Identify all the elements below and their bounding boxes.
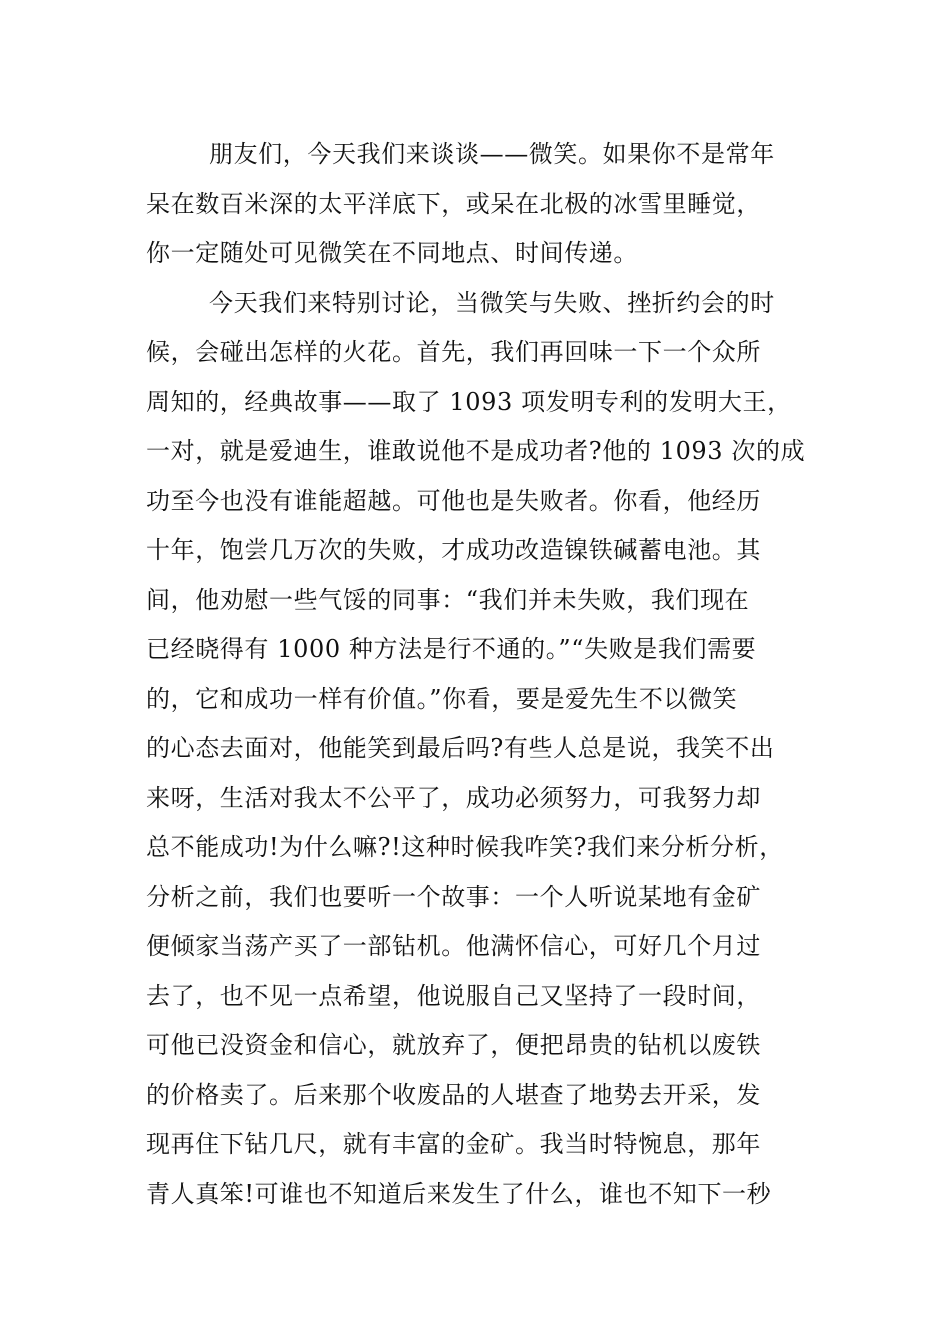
paragraph-1 [146,130,816,279]
paragraph-2 [146,279,816,1220]
text-line: 候，会碰出怎样的火花。首先，我们再回味一下一个众所 [146,338,761,366]
text-line: 今天我们来特别讨论，当微笑与失败、挫折约会的时 [209,288,775,317]
text-line: 来呀，生活对我太不公平了，成功必须努力，可我努力却 [146,783,761,812]
text-line: 一对，就是爱迪生，谁敢说他不是成功者?他的 1093 次的成 [146,437,806,465]
text-line: 青人真笨!可谁也不知道后来发生了什么，谁也不知下一秒 [146,1179,772,1208]
text-line: 你一定随处可见微笑在不同地点、时间传递。 [146,239,638,267]
text-line: 周知的，经典故事——取了 1093 项发明专利的发明大王， [146,387,792,416]
text-line: 可他已没资金和信心，就放弃了，便把昂贵的钻机以废铁 [146,1031,761,1059]
text-line: 朋友们，今天我们来谈谈——微笑。如果你不是常年 [209,140,775,168]
text-line: 的价格卖了。后来那个收废品的人堪查了地势去开采，发 [146,1080,761,1109]
text-line: 便倾家当荡产买了一部钻机。他满怀信心，可好几个月过 [146,932,761,960]
text-line: 总不能成功!为什么嘛?!这种时候我咋笑?我们来分析分析， [146,833,784,861]
text-line: 已经晓得有 1000 种方法是行不通的。”“失败是我们需要 [146,635,757,663]
body-text [146,130,816,1219]
text-line: 间，他劝慰一些气馁的同事：“我们并未失败，我们现在 [146,585,750,614]
text-line: 的心态去面对，他能笑到最后吗?有些人总是说，我笑不出 [146,734,775,762]
text-line: 的，它和成功一样有价值。”你看，要是爱先生不以微笑 [146,684,738,713]
text-line: 十年，饱尝几万次的失败，才成功改造镍铁碱蓄电池。其 [146,536,761,564]
text-line: 呆在数百米深的太平洋底下，或呆在北极的冰雪里睡觉， [146,189,761,218]
text-line: 现再住下钻几尺，就有丰富的金矿。我当时特惋息，那年 [146,1130,761,1158]
text-line: 分析之前，我们也要听一个故事：一个人听说某地有金矿 [146,882,761,911]
text-line: 去了，也不见一点希望，他说服自己又坚持了一段时间， [146,981,761,1010]
text-line: 功至今也没有谁能超越。可他也是失败者。你看，他经历 [146,486,761,515]
